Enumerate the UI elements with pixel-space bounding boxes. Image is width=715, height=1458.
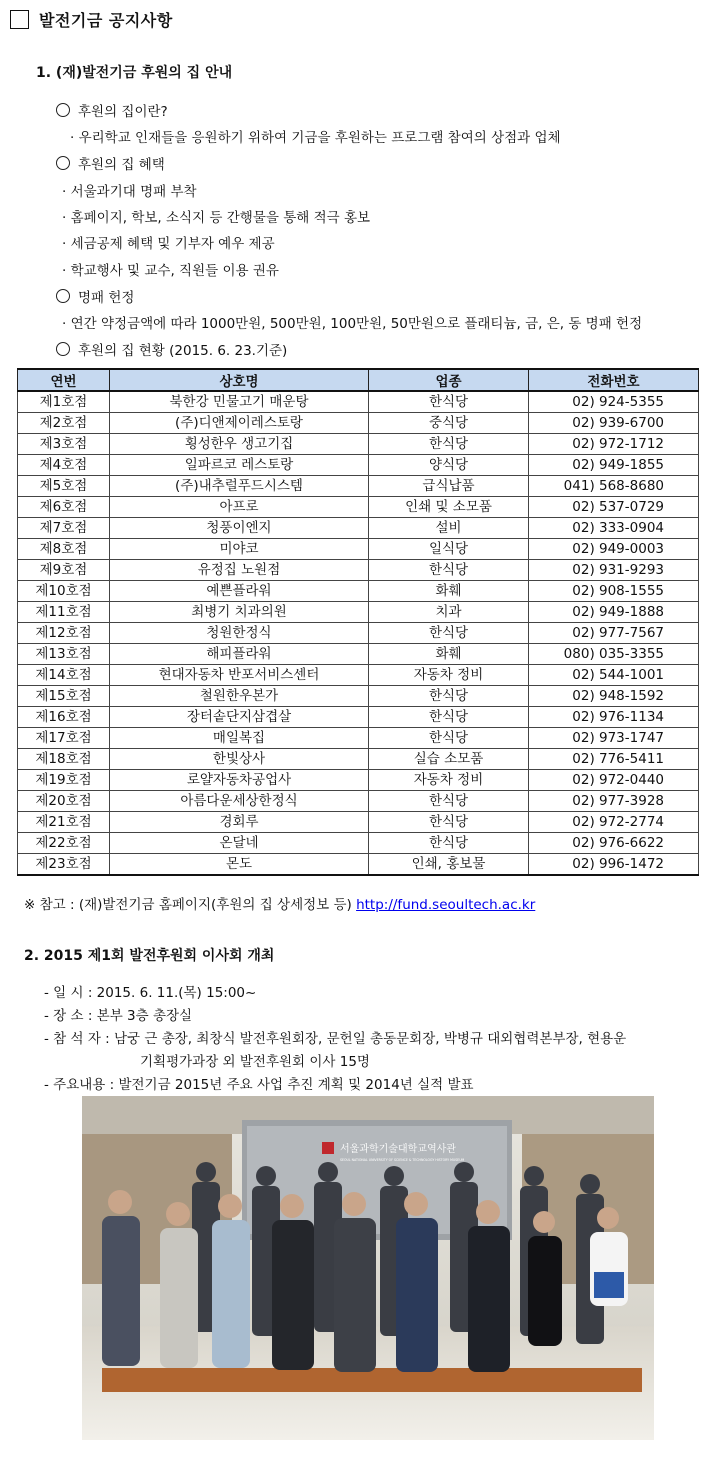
cell-name: 온달네 bbox=[110, 833, 369, 854]
cell-no: 제23호점 bbox=[18, 854, 110, 876]
info-place: - 장 소 : 본부 3층 총장실 bbox=[44, 1008, 193, 1024]
table-row bbox=[18, 812, 699, 833]
table-row bbox=[18, 560, 699, 581]
sub-item: · 홈페이지, 학보, 소식지 등 간행물을 통해 적극 홍보 bbox=[62, 210, 371, 226]
table-row bbox=[18, 455, 699, 476]
cell-phone: 02) 949-1888 bbox=[529, 602, 699, 623]
table-row bbox=[18, 791, 699, 812]
cell-no: 제11호점 bbox=[18, 602, 110, 623]
table-row bbox=[18, 434, 699, 455]
cell-name: 청원한정식 bbox=[110, 623, 369, 644]
cell-name: 유정집 노원점 bbox=[110, 560, 369, 581]
cell-name: 한빛상사 bbox=[110, 749, 369, 770]
circle-item: 후원의 집이란? bbox=[56, 100, 168, 120]
cell-name: 경회루 bbox=[110, 812, 369, 833]
cell-type: 실습 소모품 bbox=[369, 749, 529, 770]
info-date: - 일 시 : 2015. 6. 11.(목) 15:00~ bbox=[44, 985, 257, 1001]
cell-phone: 02) 996-1472 bbox=[529, 854, 699, 876]
table-row bbox=[18, 686, 699, 707]
cell-no: 제18호점 bbox=[18, 749, 110, 770]
reference-note: ※ 참고 : (재)발전기금 홈페이지(후원의 집 상세정보 등) http://fund.seoultech.ac.kr bbox=[24, 897, 536, 913]
cell-type: 자동차 정비 bbox=[369, 770, 529, 791]
table-row bbox=[18, 497, 699, 518]
cell-phone: 02) 333-0904 bbox=[529, 518, 699, 539]
cell-phone: 02) 976-6622 bbox=[529, 833, 699, 854]
cell-type: 한식당 bbox=[369, 707, 529, 728]
cell-phone: 02) 544-1001 bbox=[529, 665, 699, 686]
cell-no: 제22호점 bbox=[18, 833, 110, 854]
cell-type: 설비 bbox=[369, 518, 529, 539]
cell-no: 제15호점 bbox=[18, 686, 110, 707]
cell-name: 현대자동차 반포서비스센터 bbox=[110, 665, 369, 686]
circle-item: 후원의 집 혜택 bbox=[56, 153, 165, 173]
col-header-no: 연번 bbox=[18, 369, 110, 391]
cell-phone: 02) 537-0729 bbox=[529, 497, 699, 518]
cell-no: 제4호점 bbox=[18, 455, 110, 476]
sub-item: · 연간 약정금액에 따라 1000만원, 500만원, 100만원, 50만원으로 플래티늄, 금, 은, 동 명패 헌정 bbox=[62, 316, 643, 332]
circle-bullet-icon bbox=[56, 156, 70, 170]
cell-type: 자동차 정비 bbox=[369, 665, 529, 686]
cell-type: 치과 bbox=[369, 602, 529, 623]
logo-mark bbox=[322, 1142, 334, 1154]
cell-name: 횡성한우 생고기집 bbox=[110, 434, 369, 455]
cell-phone: 02) 972-2774 bbox=[529, 812, 699, 833]
sub-item: · 우리학교 인재들을 응원하기 위하여 기금을 후원하는 프로그램 참여의 상점과 업체 bbox=[70, 130, 561, 146]
sub-item: · 서울과기대 명패 부착 bbox=[62, 184, 197, 200]
cell-name: 로얄자동차공업사 bbox=[110, 770, 369, 791]
cell-name: 몬도 bbox=[110, 854, 369, 876]
cell-type: 화훼 bbox=[369, 581, 529, 602]
cell-name: (주)디앤제이레스토랑 bbox=[110, 413, 369, 434]
table-row bbox=[18, 476, 699, 497]
sub-item: · 학교행사 및 교수, 직원들 이용 권유 bbox=[62, 263, 279, 279]
cell-name: 아프로 bbox=[110, 497, 369, 518]
table-row bbox=[18, 413, 699, 434]
table-row bbox=[18, 581, 699, 602]
cell-no: 제20호점 bbox=[18, 791, 110, 812]
table-row bbox=[18, 665, 699, 686]
info-attendees: - 참 석 자 : 남궁 근 총장, 최창식 발전후원회장, 문헌일 총동문회장, 박병규 대외협력본부장, 현용운 bbox=[44, 1031, 627, 1047]
cell-type: 급식납품 bbox=[369, 476, 529, 497]
cell-name: 해피플라워 bbox=[110, 644, 369, 665]
table-row bbox=[18, 728, 699, 749]
cell-no: 제14호점 bbox=[18, 665, 110, 686]
cell-type: 양식당 bbox=[369, 455, 529, 476]
cell-no: 제2호점 bbox=[18, 413, 110, 434]
cell-phone: 02) 939-6700 bbox=[529, 413, 699, 434]
circle-bullet-icon bbox=[56, 103, 70, 117]
photo-sign-text: 서울과학기술대학교역사관 bbox=[340, 1144, 456, 1155]
cell-type: 한식당 bbox=[369, 391, 529, 413]
page-title: 발전기금 공지사항 bbox=[39, 10, 173, 30]
cell-no: 제21호점 bbox=[18, 812, 110, 833]
sub-item: · 세금공제 혜택 및 기부자 예우 제공 bbox=[62, 236, 275, 252]
cell-phone: 02) 976-1134 bbox=[529, 707, 699, 728]
fund-homepage-link[interactable]: http://fund.seoultech.ac.kr bbox=[356, 897, 536, 913]
table-body bbox=[18, 391, 699, 875]
cell-type: 인쇄, 홍보물 bbox=[369, 854, 529, 876]
cell-no: 제3호점 bbox=[18, 434, 110, 455]
cell-type: 한식당 bbox=[369, 791, 529, 812]
cell-no: 제1호점 bbox=[18, 391, 110, 413]
circle-item: 명패 헌정 bbox=[56, 286, 134, 306]
cell-type: 중식당 bbox=[369, 413, 529, 434]
cell-no: 제8호점 bbox=[18, 539, 110, 560]
cell-name: 장터솥단지삼겹살 bbox=[110, 707, 369, 728]
cell-name: (주)내추럴푸드시스템 bbox=[110, 476, 369, 497]
circle-bullet-icon bbox=[56, 289, 70, 303]
cell-no: 제7호점 bbox=[18, 518, 110, 539]
cell-type: 한식당 bbox=[369, 812, 529, 833]
cell-phone: 02) 972-1712 bbox=[529, 434, 699, 455]
checkbox-square-icon bbox=[10, 10, 29, 29]
col-header-type: 업종 bbox=[369, 369, 529, 391]
circle-bullet-icon bbox=[56, 342, 70, 356]
cell-name: 매일복집 bbox=[110, 728, 369, 749]
cell-phone: 02) 977-3928 bbox=[529, 791, 699, 812]
cell-phone: 02) 973-1747 bbox=[529, 728, 699, 749]
cell-type: 한식당 bbox=[369, 686, 529, 707]
cell-type: 한식당 bbox=[369, 623, 529, 644]
cell-phone: 02) 977-7567 bbox=[529, 623, 699, 644]
info-agenda: - 주요내용 : 발전기금 2015년 주요 사업 추진 계획 및 2014년 실적 발표 bbox=[44, 1077, 474, 1093]
cell-phone: 02) 908-1555 bbox=[529, 581, 699, 602]
cell-phone: 02) 948-1592 bbox=[529, 686, 699, 707]
cell-phone: 041) 568-8680 bbox=[529, 476, 699, 497]
cell-no: 제19호점 bbox=[18, 770, 110, 791]
cell-no: 제17호점 bbox=[18, 728, 110, 749]
cell-no: 제12호점 bbox=[18, 623, 110, 644]
cell-phone: 02) 924-5355 bbox=[529, 391, 699, 413]
table-row bbox=[18, 749, 699, 770]
cell-type: 인쇄 및 소모품 bbox=[369, 497, 529, 518]
cell-type: 한식당 bbox=[369, 833, 529, 854]
cell-no: 제6호점 bbox=[18, 497, 110, 518]
cell-type: 한식당 bbox=[369, 728, 529, 749]
cell-type: 한식당 bbox=[369, 560, 529, 581]
cell-type: 한식당 bbox=[369, 434, 529, 455]
cell-name: 아름다운세상한정식 bbox=[110, 791, 369, 812]
cell-name: 북한강 민물고기 매운탕 bbox=[110, 391, 369, 413]
cell-phone: 02) 931-9293 bbox=[529, 560, 699, 581]
section2-title: 2. 2015 제1회 발전후원회 이사회 개최 bbox=[24, 948, 275, 964]
col-header-phone: 전화번호 bbox=[529, 369, 699, 391]
cell-no: 제9호점 bbox=[18, 560, 110, 581]
cell-no: 제5호점 bbox=[18, 476, 110, 497]
cell-no: 제13호점 bbox=[18, 644, 110, 665]
section1-title: 1. (재)발전기금 후원의 집 안내 bbox=[36, 65, 233, 81]
cell-name: 일파르코 레스토랑 bbox=[110, 455, 369, 476]
col-header-name: 상호명 bbox=[110, 369, 369, 391]
cell-phone: 02) 776-5411 bbox=[529, 749, 699, 770]
cell-type: 화훼 bbox=[369, 644, 529, 665]
cell-name: 최병기 치과의원 bbox=[110, 602, 369, 623]
table-row bbox=[18, 644, 699, 665]
group-photo bbox=[82, 1096, 654, 1440]
table-header-row bbox=[18, 369, 699, 391]
table-row bbox=[18, 707, 699, 728]
supporter-table bbox=[17, 368, 699, 876]
info-attendees-cont: 기획평가과장 외 발전후원회 이사 15명 bbox=[140, 1054, 370, 1070]
cell-no: 제10호점 bbox=[18, 581, 110, 602]
cell-phone: 080) 035-3355 bbox=[529, 644, 699, 665]
page-header bbox=[10, 8, 173, 30]
cell-phone: 02) 949-1855 bbox=[529, 455, 699, 476]
table-row bbox=[18, 833, 699, 854]
cell-phone: 02) 949-0003 bbox=[529, 539, 699, 560]
cell-no: 제16호점 bbox=[18, 707, 110, 728]
table-row bbox=[18, 770, 699, 791]
table-row bbox=[18, 539, 699, 560]
cell-name: 철원한우본가 bbox=[110, 686, 369, 707]
circle-item: 후원의 집 현황 (2015. 6. 23.기준) bbox=[56, 339, 287, 359]
table-row bbox=[18, 391, 699, 413]
cell-phone: 02) 972-0440 bbox=[529, 770, 699, 791]
cell-name: 예쁜플라워 bbox=[110, 581, 369, 602]
cell-name: 청풍이엔지 bbox=[110, 518, 369, 539]
table-row bbox=[18, 602, 699, 623]
table-row bbox=[18, 854, 699, 876]
cell-type: 일식당 bbox=[369, 539, 529, 560]
table-row bbox=[18, 623, 699, 644]
table-row bbox=[18, 518, 699, 539]
cell-name: 미야코 bbox=[110, 539, 369, 560]
photo-sign-subtext: SEOUL NATIONAL UNIVERSITY OF SCIENCE & TECHNOLOGY HISTORY MUSEUM bbox=[340, 1158, 465, 1162]
